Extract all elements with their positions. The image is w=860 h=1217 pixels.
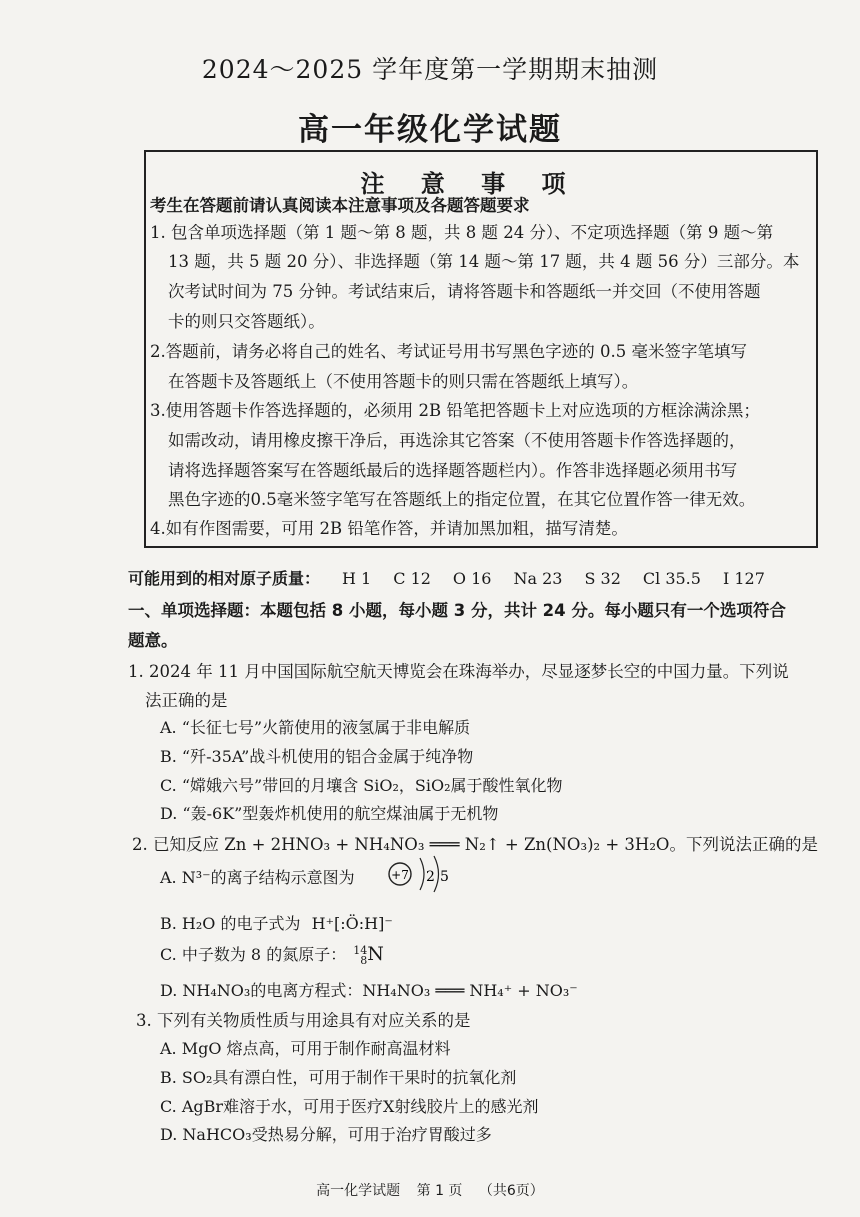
q2-option-c xyxy=(160,942,384,966)
q3-option-b: B. SO₂具有漂白性，可用于制作干果时的抗氧化剂 xyxy=(160,1068,517,1087)
q3-stem: 3. 下列有关物质性质与用途具有对应关系的是 xyxy=(136,1011,471,1030)
shell-2-electrons: 5 xyxy=(440,869,449,885)
atomic-masses xyxy=(128,566,765,589)
notice-line: 在答题卡及答题纸上（不使用答题卡的则只需在答题纸上填写）。 xyxy=(168,372,639,391)
q3-option-a: A. MgO 熔点高，可用于制作耐高温材料 xyxy=(160,1039,451,1058)
exam-title: 2024～2025 学年度第一学期期末抽测 xyxy=(201,55,659,84)
nucleus-charge: +7 xyxy=(391,868,409,882)
atomic-mass-item: C 12 xyxy=(393,569,431,588)
section1-heading-cont: 题意。 xyxy=(128,631,178,650)
footer-subject: 高一化学试题 xyxy=(316,1183,401,1199)
footer-total-pages: （共6页） xyxy=(478,1183,544,1199)
shell-1-electrons: 2 xyxy=(426,869,435,885)
atomic-mass-item: Na 23 xyxy=(513,569,563,588)
ion-structure-diagram-icon xyxy=(386,848,476,898)
q2-option-a: A. N³⁻的离子结构示意图为 xyxy=(160,868,355,887)
q1-option-b: B. “歼-35A”战斗机使用的铝合金属于纯净物 xyxy=(160,747,474,766)
q2-option-d-equals: ═══ xyxy=(435,981,465,1000)
q2-option-d xyxy=(160,978,578,1001)
q3-option-d: D. NaHCO₃受热易分解，可用于治疗胃酸过多 xyxy=(160,1125,492,1144)
notice-line: 1. 包含单项选择题（第 1 题～第 8 题，共 8 题 24 分）、不定项选择题（第 9 题～第 xyxy=(150,223,774,242)
exam-subtitle: 高一年级化学试题 xyxy=(298,112,562,148)
atomic-mass-item: Cl 35.5 xyxy=(642,569,701,588)
atomic-masses-label: 可能用到的相对原子质量： xyxy=(128,569,321,588)
notice-heading: 注 意 事 项 xyxy=(360,170,580,198)
notice-line: 次考试时间为 75 分钟。考试结束后，请将答题卡和答题纸一并交回（不使用答题 xyxy=(168,282,761,301)
q2-option-b-text: B. H₂O 的电子式为 xyxy=(160,914,301,933)
q2-equals-sign: ═══ xyxy=(429,835,460,854)
atomic-mass-item: H 1 xyxy=(342,569,372,588)
water-electron-formula: H⁺[:Ö:H]⁻ xyxy=(311,914,393,933)
notice-line: 请将选择题答案写在答题纸最后的选择题答题栏内）。作答非选择题必须用书写 xyxy=(168,461,738,480)
footer-page-number: 第 1 页 xyxy=(416,1183,463,1199)
notice-line: 2.答题前，请务必将自己的姓名、考试证号用书写黑色字迹的 0.5 毫米签字笔填写 xyxy=(150,342,747,361)
q3-option-c: C. AgBr难溶于水，可用于医疗X射线胶片上的感光剂 xyxy=(160,1097,539,1116)
atomic-mass-item: O 16 xyxy=(452,569,492,588)
notice-line: 3.使用答题卡作答选择题的，必须用 2B 铅笔把答题卡上对应选项的方框涂满涂黑； xyxy=(150,401,760,420)
element-symbol: N xyxy=(367,943,384,965)
mass-number: 14 xyxy=(353,943,368,957)
atomic-number: 8 xyxy=(360,953,368,967)
nuclide-numbers xyxy=(353,943,368,967)
notice-line: 13 题，共 5 题 20 分）、非选择题（第 14 题～第 17 题，共 4 题 56 分）三部分。本 xyxy=(168,252,800,271)
q1-option-d: D. “轰-6K”型轰炸机使用的航空煤油属于无机物 xyxy=(160,804,499,823)
section1-heading: 一、单项选择题：本题包括 8 小题，每小题 3 分，共计 24 分。每小题只有一个选项符合 xyxy=(128,601,786,620)
atomic-mass-item: S 32 xyxy=(584,569,621,588)
q1-option-a: A. “长征七号”火箭使用的液氢属于非电解质 xyxy=(160,718,471,737)
atomic-mass-item: I 127 xyxy=(722,569,765,588)
notice-intro: 考生在答题前请认真阅读本注意事项及各题答题要求 xyxy=(150,196,530,215)
q2-option-c-text: C. 中子数为 8 的氮原子： xyxy=(160,945,347,964)
q2-option-b xyxy=(160,911,393,934)
q2-option-d-prefix: D. NH₄NO₃的电离方程式：NH₄NO₃ xyxy=(160,981,431,1000)
notice-line: 黑色字迹的0.5毫米签字笔写在答题纸上的指定位置，在其它位置作答一律无效。 xyxy=(168,490,756,509)
q2-stem-prefix: 2. 已知反应 Zn + 2HNO₃ + NH₄NO₃ xyxy=(132,835,425,854)
page-footer xyxy=(0,1180,860,1200)
notice-line: 4.如有作图需要，可用 2B 铅笔作答，并请加黑加粗，描写清楚。 xyxy=(150,519,628,538)
q1-stem-cont: 法正确的是 xyxy=(145,691,228,710)
q2-option-d-suffix: NH₄⁺ + NO₃⁻ xyxy=(469,981,578,1000)
q1-option-c: C. “嫦娥六号”带回的月壤含 SiO₂，SiO₂属于酸性氧化物 xyxy=(160,776,563,795)
notice-line: 如需改动，请用橡皮擦干净后，再选涂其它答案（不使用答题卡作答选择题的， xyxy=(168,431,746,450)
q1-stem: 1. 2024 年 11 月中国国际航空航天博览会在珠海举办，尽显逐梦长空的中国力量。下列说 xyxy=(128,662,789,681)
notice-line: 卡的则只交答题纸）。 xyxy=(168,312,325,331)
q2-stem-suffix: N₂↑ + Zn(NO₃)₂ + 3H₂O。下列说法正确的是 xyxy=(464,835,818,854)
